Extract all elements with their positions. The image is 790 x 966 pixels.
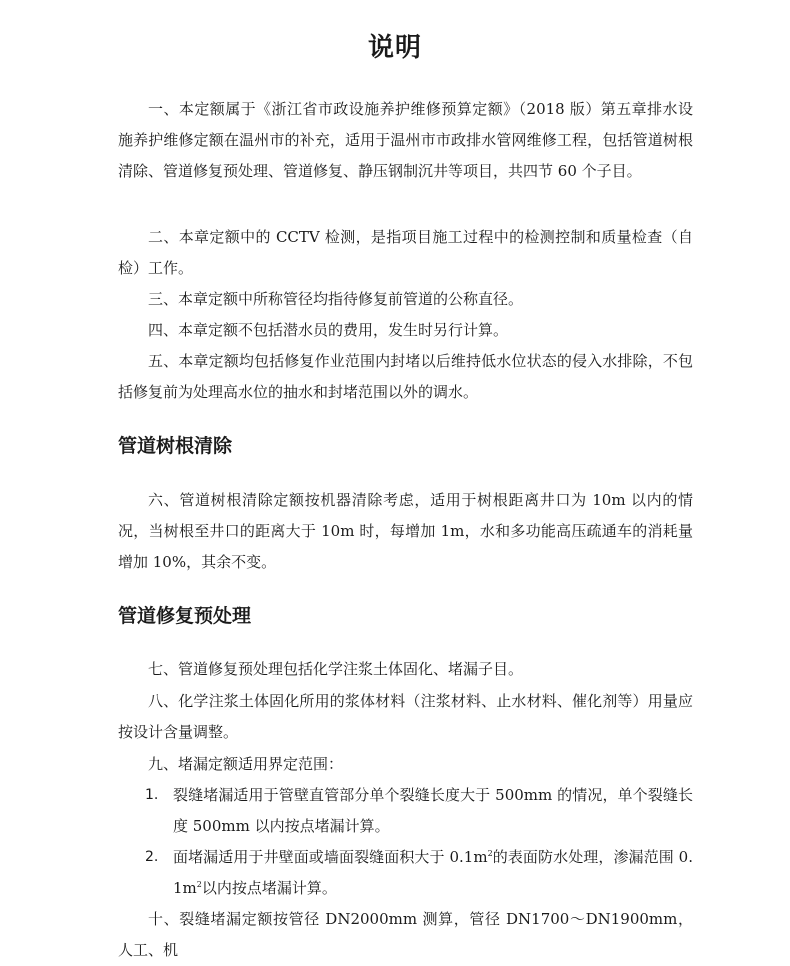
list-item-number: 1.: [145, 787, 159, 803]
paragraph-1: 一、本定额属于《浙江省市政设施养护维修预算定额》（2018 版）第五章排水设施养护维修定额在温州市的补充，适用于温州市市政排水管网维修工程，包括管道树根清除、管道修复预处理、管道修复、静压钢制沉井等项目，共四节 60 个子目。: [118, 100, 693, 180]
section-heading-pretreatment: 管道修复预处理: [118, 605, 252, 627]
paragraph-10: 十、裂缝堵漏定额按管径 DN2000mm 测算，管径 DN1700～DN1900mm，人工、机: [118, 910, 693, 959]
paragraph-5: 五、本章定额均包括修复作业范围内封堵以后维持低水位状态的侵入水排除，不包括修复前为处理高水位的抽水和封堵范围以外的调水。: [118, 352, 693, 401]
page-title: 说明: [367, 33, 422, 63]
list-item-text-part: 以内按点堵漏计算。: [201, 879, 337, 897]
list-item-number: 2.: [145, 849, 159, 865]
paragraph-4: 四、本章定额不包括潜水员的费用，发生时另行计算。: [148, 321, 509, 339]
paragraph-2: 二、本章定额中的 CCTV 检测，是指项目施工过程中的检测控制和质量检查（自检）工作。: [118, 228, 693, 277]
paragraph-9: 九、堵漏定额适用界定范围：: [148, 755, 344, 773]
list-item: [145, 780, 693, 842]
paragraph-8: 八、化学注浆土体固化所用的浆体材料（注浆材料、止水材料、催化剂等）用量应按设计含量调整。: [118, 692, 693, 741]
section-heading-tree-root-removal: 管道树根清除: [118, 435, 233, 457]
list-item-text-part: 面堵漏适用于井壁面或墙面裂缝面积大于 0.1m: [173, 848, 488, 866]
list-item: [145, 842, 693, 904]
paragraph-3: 三、本章定额中所称管径均指待修复前管道的公称直径。: [148, 290, 524, 308]
list-item-text-part: 的表面防水处理，渗漏范围 0.1m: [173, 848, 693, 897]
paragraph-6: 六、管道树根清除定额按机器清除考虑，适用于树根距离井口为 10m 以内的情况，当树根至井口的距离大于 10m 时，每增加 1m，水和多功能高压疏通车的消耗量增加 10%，其余不变。: [118, 491, 693, 571]
superscript: 2: [487, 849, 493, 858]
list-item-text: 裂缝堵漏适用于管壁直管部分单个裂缝长度大于 500mm 的情况，单个裂缝长度 500mm 以内按点堵漏计算。: [173, 786, 693, 835]
paragraph-7: 七、管道修复预处理包括化学注浆土体固化、堵漏子目。: [148, 660, 524, 678]
superscript: 2: [196, 880, 202, 889]
list-item-text: [173, 842, 693, 904]
